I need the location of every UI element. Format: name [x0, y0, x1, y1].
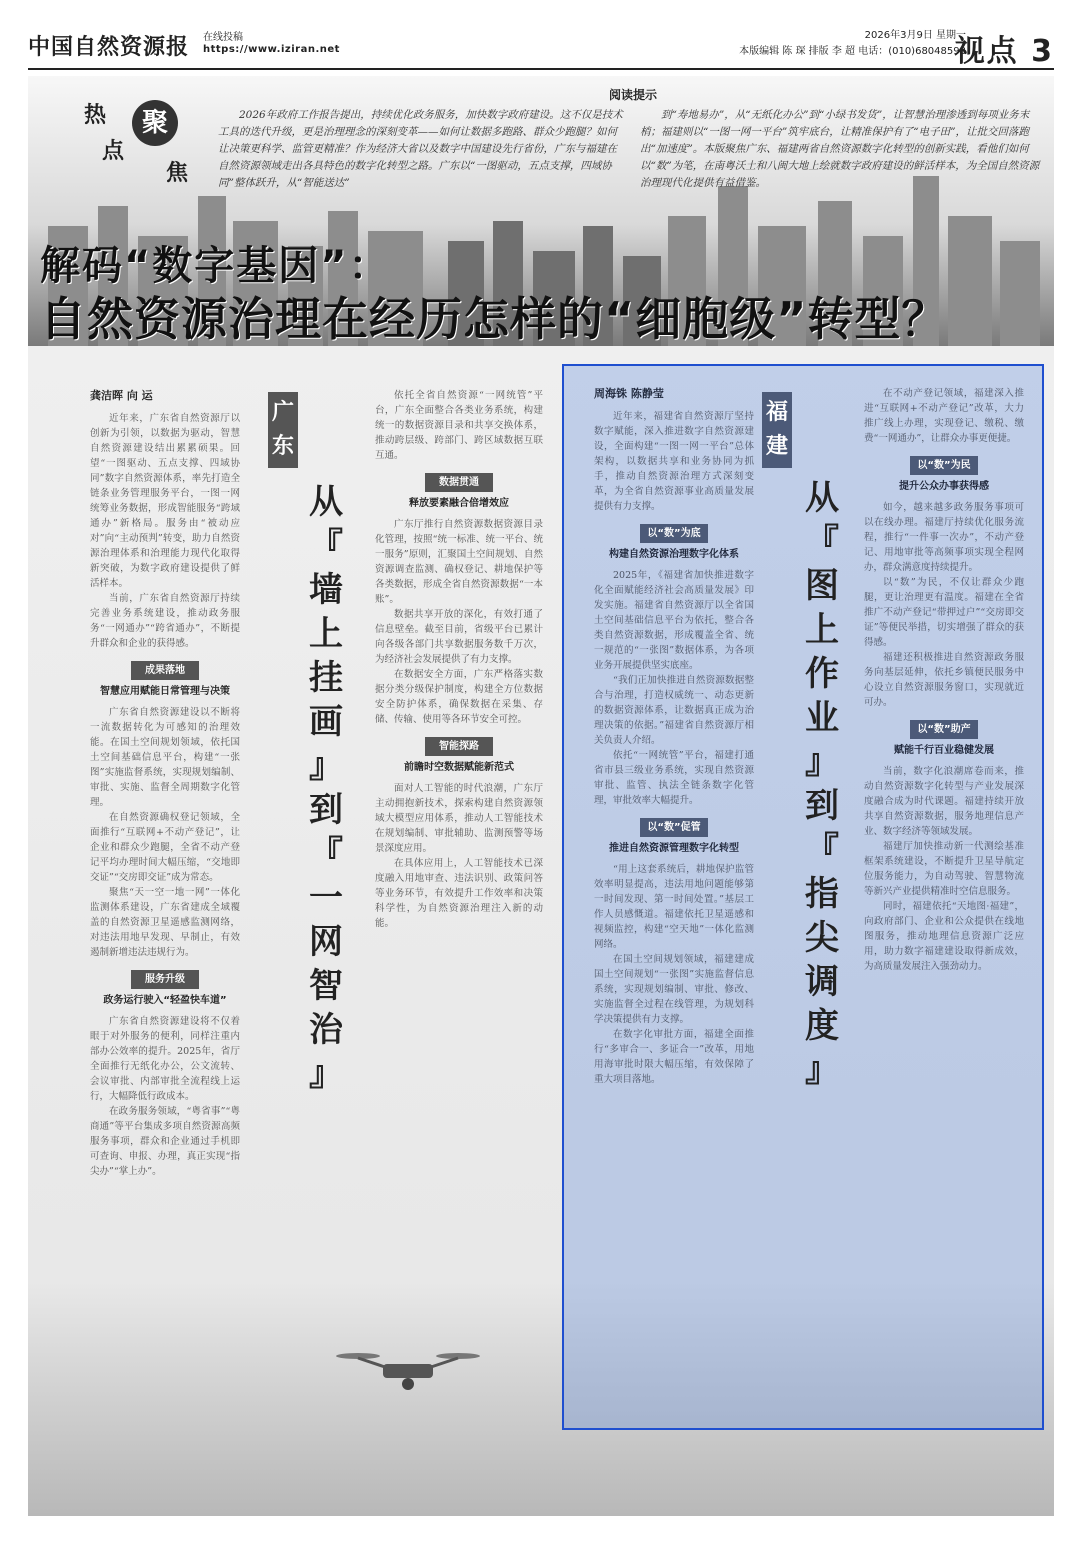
paragraph: 福建厅加快推动新一代测绘基准框架系统建设，不断提升卫星导航定位服务能力，为自动驾驶、智慧物流等新兴产业提供精准时空信息服务。: [864, 841, 1024, 897]
title-char: 』: [805, 1050, 839, 1090]
paragraph: 广东省自然资源建设以不断将一流数据转化为可感知的治理效能。在国土空间规划领域，依托国土空间基础信息平台，构建“一张图”实施监督系统，实现规划编制、审批、实施、监督全周期数字化管理。: [90, 707, 240, 808]
drone-image: [328, 1346, 488, 1406]
subsection-tag: 成果落地: [131, 661, 199, 680]
title-char: 调: [805, 962, 839, 1002]
subsection-title: 构建自然资源治理数字化体系: [609, 549, 739, 560]
title-char: 挂: [309, 658, 343, 698]
paragraph: 在不动产登记领域，福建深入推进“互联网+不动产登记”改革，大力推广线上办理，实现登记、缴税、缴费“一网通办”，让群众办事更便捷。: [864, 388, 1024, 444]
subsection-title: 智慧应用赋能日常管理与决策: [100, 686, 230, 697]
region-label-guangdong: 广东: [268, 392, 298, 468]
paragraph: 依托“一网统管”平台，福建打通省市县三级业务系统，实现自然资源审批、监管、执法全链条数字化管理，审批效率大幅提升。: [594, 750, 754, 806]
hotspot-char: 热: [84, 102, 107, 128]
reading-tip-paragraph: 到“寿地易办”，从“无纸化办公”到“小绿书发货”，让智慧治理渗透到每项业务末梢；福建则以“一图一网一平台”筑牢底台，让精准保护有了“电子田”，让批交回落跑出“加速度”。本版聚焦广东、福建两省自然资源数字化转型的创新实践，看他们如何以“数”为笔，在南粤沃土和八闽大地上绘就数字政府建设的鲜活样本，为全国自然资源治理现代化提供有益借鉴。: [640, 109, 1040, 189]
fujian-vertical-title: [796, 476, 848, 1092]
title-char: 图: [805, 566, 839, 606]
subsection-title: 推进自然资源管理数字化转型: [609, 843, 739, 854]
section-name: 视点: [954, 34, 1019, 69]
title-char: 业: [805, 698, 839, 738]
section-title: [955, 26, 1054, 70]
subsection-tag: 智能探路: [425, 737, 493, 756]
guangdong-column-1: [90, 388, 240, 1179]
header-info: [739, 28, 966, 60]
fujian-column-2: [864, 386, 1024, 974]
paragraph: 当前，数字化浪潮席卷而来，推动自然资源数字化转型与产业发展深度融合成为时代课题。福建持续开放共享自然资源数据，服务地理信息产业、数字经济等领域发展。: [864, 766, 1024, 837]
fujian-article-highlight: [562, 364, 1044, 1430]
reading-tip: [218, 86, 1048, 189]
title-char: 网: [309, 922, 343, 962]
paragraph: 依托全省自然资源“一网统管”平台，广东全面整合各类业务系统，构建统一的数据资源目录和共享交换体系，推动跨层级、跨部门、跨区域数据互联互通。: [375, 390, 543, 461]
title-char: 一: [309, 878, 343, 918]
staff-line: 本版编辑 陈 琛 排版 李 超 电话：(010)68048593: [739, 46, 966, 57]
hotspot-focus-logo: [84, 84, 214, 204]
paragraph: 同时，福建依托“天地图·福建”，向政府部门、企业和公众提供在线地图服务，推动地理信息资源广泛应用，助力数字福建建设取得新成效，为高质量发展注入强劲动力。: [864, 901, 1024, 972]
fujian-authors: 周海铢 陈静莹: [594, 387, 664, 400]
subsection-tag: 服务升级: [131, 970, 199, 989]
title-char: 尖: [805, 918, 839, 958]
paragraph: 在数字化审批方面，福建全面推行“多审合一、多证合一”改革，用地用海审批时限大幅压缩，有效保障了重大项目落地。: [594, 1029, 754, 1085]
hotspot-char: 点: [102, 138, 125, 164]
title-char: 指: [805, 874, 839, 914]
title-char: 『: [805, 522, 839, 562]
guangdong-authors: 龚洁晖 向 运: [90, 389, 153, 402]
title-char: 』: [805, 742, 839, 782]
hero-banner: [28, 76, 1054, 346]
subsection-title: 提升公众办事获得感: [899, 481, 989, 492]
paragraph: 数据共享开放的深化，有效打通了信息壁垒。截至目前，省级平台已累计向各级各部门共享数据服务数千万次，为经济社会发展提供了有力支撑。: [375, 609, 543, 665]
paragraph: 聚焦“天一空一地一网”一体化监测体系建设，广东省建成全域覆盖的自然资源卫星遥感监测网络，对违法用地早发现、早制止，有效遏制新增违法违规行为。: [90, 887, 240, 958]
paragraph: “用上这套系统后，耕地保护监管效率明显提高，违法用地问题能够第一时间发现、第一时间处置。”基层工作人员感慨道。福建依托卫星遥感和视频监控，构建“空天地”一体化监测网络。: [594, 864, 754, 950]
paragraph: 广东厅推行自然资源数据资源目录化管理，按照“统一标准、统一平台、统一服务”原则，汇聚国土空间规划、自然资源调查监测、确权登记、耕地保护等各类数据，形成全省自然资源数据“一本账”。: [375, 519, 543, 605]
paragraph: 当前，广东省自然资源厅持续完善业务系统建设，推动政务服务“一网通办”“跨省通办”，不断提升群众和企业的获得感。: [90, 593, 240, 649]
paragraph: 在自然资源确权登记领域，全面推行“互联网+不动产登记”，让企业和群众少跑腿，全省不动产登记平均办理时间大幅压缩，“交地即交证”“交房即交证”成为常态。: [90, 812, 240, 883]
title-char: 从: [309, 482, 343, 522]
title-char: 上: [309, 614, 343, 654]
title-char: 到: [805, 786, 839, 826]
date-line: 2026年3月9日 星期一: [864, 30, 966, 41]
paragraph: 近年来，福建省自然资源厅坚持数字赋能，深入推进数字自然资源建设，全面构建“一图一网一平台”总体架构，以数据共享和业务协同为抓手，推动自然资源治理方式深刻变革，为全省自然资源事业高质量发展提供有力支撑。: [594, 411, 754, 512]
paragraph: “我们正加快推进自然资源数据整合与治理，打造权威统一、动态更新的数据资源体系，让数据真正成为治理决策的依据。”福建省自然资源厅相关负责人介绍。: [594, 675, 754, 746]
title-char: 『: [309, 834, 343, 874]
paragraph: 福建还积极推进自然资源政务服务向基层延伸，依托乡镇便民服务中心设立自然资源服务窗口，实现就近可办。: [864, 652, 1024, 708]
title-char: 治: [309, 1010, 343, 1050]
title-char: 度: [805, 1006, 839, 1046]
hotspot-char: 焦: [166, 160, 189, 186]
paragraph: 广东省自然资源建设将不仅着眼于对外服务的便利，同样注重内部办公效率的提升。2025年，省厅全面推行无纸化办公，公文流转、会议审批、内部审批全流程线上运行，大幅降低行政成本。: [90, 1016, 240, 1102]
paragraph: 以“数”为民，不仅让群众少跑腿，更让治理更有温度。福建在全省推广不动产登记“带押过户”“交房即交证”等便民举措，切实增强了群众的获得感。: [864, 577, 1024, 648]
page-number: 3: [1031, 34, 1054, 69]
subsection-tag: 以“数”为底: [640, 524, 708, 543]
title-char: 墙: [309, 570, 343, 610]
online-label: 在线投稿: [203, 32, 243, 43]
subsection-title: 释放要素融合倍增效应: [409, 498, 509, 509]
subsection-tag: 以“数”为民: [910, 456, 978, 475]
title-char: 作: [805, 654, 839, 694]
paragraph: 在政务服务领域，“粤省事”“粤商通”等平台集成多项自然资源高频服务事项，群众和企业通过手机即可查询、申报、办理，真正实现“指尖办”“掌上办”。: [90, 1106, 240, 1177]
subsection-tag: 数据贯通: [425, 473, 493, 492]
region-label-fujian: 福建: [762, 392, 792, 468]
masthead: [28, 22, 1054, 70]
paragraph: 在具体应用上，人工智能技术已深度融入用地审查、违法识别、政策问答等业务环节，有效提升工作效率和决策科学性，为自然资源治理注入新的动能。: [375, 858, 543, 929]
subsection-tag: 以“数”促管: [640, 818, 708, 837]
paragraph: 在数据安全方面，广东严格落实数据分类分级保护制度，构建全方位数据安全防护体系，确保数据在采集、存储、传输、使用等各环节安全可控。: [375, 669, 543, 725]
title-char: 到: [309, 790, 343, 830]
paragraph: 在国土空间规划领域，福建建成国土空间规划“一张图”实施监督信息系统，实现规划编制、审批、修改、实施监督全过程在线管理，为规划科学决策提供有力支撑。: [594, 954, 754, 1025]
guangdong-vertical-title: [300, 480, 352, 1096]
title-char: 』: [309, 746, 343, 786]
reading-tip-title: 阅读提示: [608, 88, 657, 102]
title-char: 智: [309, 966, 343, 1006]
subsection-title: 赋能千行百业稳健发展: [894, 745, 994, 756]
headline-line-1: 解码“数字基因”：: [40, 243, 391, 289]
paragraph: 如今，越来越多政务服务事项可以在线办理。福建厅持续优化服务流程，推行“一件事一次办”，不动产登记、用地审批等高频事项实现全程网办，群众满意度持续提升。: [864, 502, 1024, 573]
online-url-link[interactable]: https://www.iziran.net: [203, 44, 340, 55]
paper-name: 中国自然资源报: [28, 34, 190, 60]
paragraph: 面对人工智能的时代浪潮，广东厅主动拥抱新技术，探索构建自然资源领域大模型应用体系，推动人工智能技术在规划编制、审批辅助、监测预警等场景深度应用。: [375, 783, 543, 854]
title-char: 上: [805, 610, 839, 650]
title-char: 从: [805, 478, 839, 518]
reading-tip-paragraph: 2026年政府工作报告提出，持续优化政务服务，加快数字政府建设。这不仅是技术工具的迭代升级，更是治理理念的深刻变革——如何让数据多跑路、群众少跑腿？如何让决策更科学、监管更精准？作为经济大省以及数字中国建设先行省份，广东与福建在自然资源领域走出各具特色的数字化转型之路。广东以“一图驱动，五点支撑，四域协同”整体跃升，从“智能送达”: [218, 109, 623, 189]
title-char: 画: [309, 702, 343, 742]
headline-line-2: 自然资源治理在经历怎样的“细胞级”转型？: [40, 292, 949, 346]
title-char: 』: [309, 1054, 343, 1094]
title-char: 『: [309, 526, 343, 566]
paragraph: 近年来，广东省自然资源厅以创新为引领，以数据为驱动，智慧自然资源建设结出累累硕果。回望“一图驱动、五点支撑、四域协同”数字自然资源体系，率先打造全链条业务管理服务平台，一图一网统筹业务数据，形成智能服务“跨域通办”新格局。服务由“被动应对”向“主动预判”转变，助力自然资源治理体系和治理能力现代化取得新突破，为数字政府建设提供了鲜活样本。: [90, 413, 240, 589]
subsection-title: 前瞻时空数据赋能新范式: [404, 762, 514, 773]
title-char: 『: [805, 830, 839, 870]
fujian-column-1: [594, 386, 754, 1087]
subsection-tag: 以“数”助产: [910, 720, 978, 739]
hotspot-char-circle: 聚: [132, 100, 178, 146]
subsection-title: 政务运行驶入“轻盈快车道”: [103, 995, 227, 1006]
online-submission: [203, 32, 340, 56]
guangdong-column-2: [375, 388, 543, 931]
paragraph: 2025年，《福建省加快推进数字化全面赋能经济社会高质量发展》印发实施。福建省自然资源厅以全省国土空间基础信息平台为依托，整合各类自然资源数据，形成覆盖全省、统一规范的“一张图”数据体系，为各项业务开展提供坚实底座。: [594, 570, 754, 671]
